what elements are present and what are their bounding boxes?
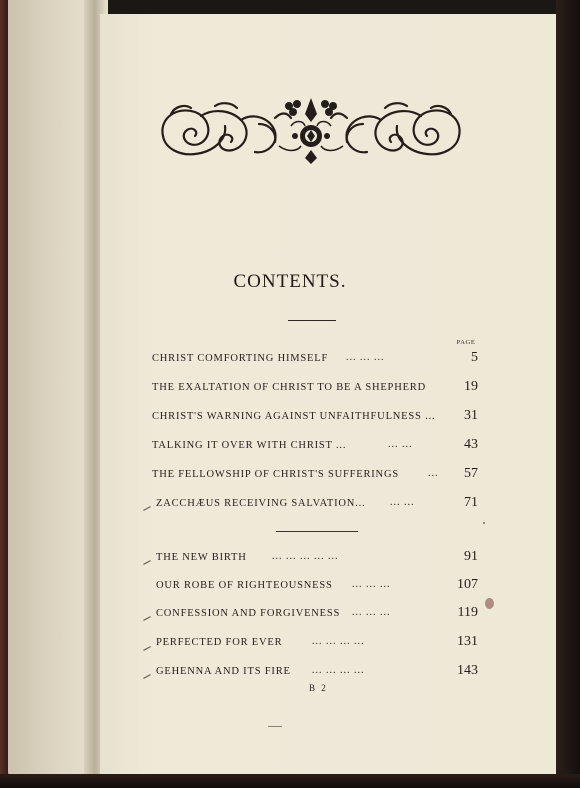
toc-leader-dots: ... ... ... <box>352 607 391 618</box>
toc-entry-page: 71 <box>464 495 478 510</box>
book-bottom-edge <box>0 774 580 788</box>
toc-entry-page: 43 <box>464 437 478 452</box>
toc-entry[interactable] <box>152 437 478 460</box>
toc-entry-title: TALKING IT OVER WITH CHRIST ... <box>152 440 347 451</box>
toc-entry[interactable] <box>152 408 478 431</box>
toc-entry[interactable] <box>152 605 478 628</box>
toc-entry-page: 119 <box>457 605 478 620</box>
paper-speck-icon <box>483 522 485 524</box>
toc-entry-title: THE NEW BIRTH <box>156 552 247 563</box>
toc-entry[interactable] <box>152 577 478 600</box>
toc-leader-dots: ... ... ... ... <box>312 665 365 676</box>
toc-entry[interactable] <box>152 466 478 489</box>
ink-stain-icon <box>485 598 494 609</box>
page-title: CONTENTS. <box>233 271 347 292</box>
signature-mark: B 2 <box>309 683 328 693</box>
toc-leader-dots: ... ... ... <box>352 579 391 590</box>
toc-entry-title: PERFECTED FOR EVER <box>156 637 283 648</box>
toc-entry-page: 5 <box>471 350 478 365</box>
toc-entry-page: 107 <box>457 577 478 592</box>
toc-entry-title: CHRIST COMFORTING HIMSELF <box>152 353 329 364</box>
toc-leader-dots: ... ... <box>388 439 413 450</box>
book-cover-right <box>556 0 580 788</box>
toc-entry[interactable] <box>152 549 478 572</box>
toc-entry-title: CONFESSION AND FORGIVENESS <box>156 608 341 619</box>
toc-entry-page: 57 <box>464 466 478 481</box>
toc-entry-title: OUR ROBE OF RIGHTEOUSNESS <box>156 580 333 591</box>
toc-entry-page: 19 <box>464 379 478 394</box>
toc-entry-page: 31 <box>464 408 478 423</box>
toc-entry[interactable] <box>152 379 478 402</box>
footer-mark <box>268 726 282 727</box>
left-page <box>8 0 92 778</box>
section-divider <box>276 531 358 532</box>
ornamental-headpiece-icon <box>155 96 467 164</box>
page-column-label: PAGE <box>456 339 476 346</box>
toc-leader-dots: ... ... ... <box>346 352 385 363</box>
toc-entry-page: 131 <box>457 634 478 649</box>
toc-entry[interactable] <box>152 350 478 373</box>
toc-entry-title: ZACCHÆUS RECEIVING SALVATION... <box>156 498 366 509</box>
toc-leader-dots: ... ... <box>390 497 415 508</box>
toc-entry-title: THE FELLOWSHIP OF CHRIST'S SUFFERINGS <box>152 469 399 480</box>
toc-leader-dots: ... ... ... ... ... <box>272 551 339 562</box>
toc-entry-title: THE EXALTATION OF CHRIST TO BE A SHEPHERD <box>152 382 426 393</box>
toc-leader-dots: ... ... ... ... <box>312 636 365 647</box>
toc-entry-title: CHRIST'S WARNING AGAINST UNFAITHFULNESS ... <box>152 411 436 422</box>
toc-entry-page: 143 <box>457 663 478 678</box>
title-rule <box>288 320 336 321</box>
toc-entry[interactable] <box>152 634 478 657</box>
toc-entry[interactable] <box>152 495 478 518</box>
toc-entry-title: GEHENNA AND ITS FIRE <box>156 666 291 677</box>
toc-leader-dots: ... <box>428 468 439 479</box>
toc-entry-page: 91 <box>464 549 478 564</box>
